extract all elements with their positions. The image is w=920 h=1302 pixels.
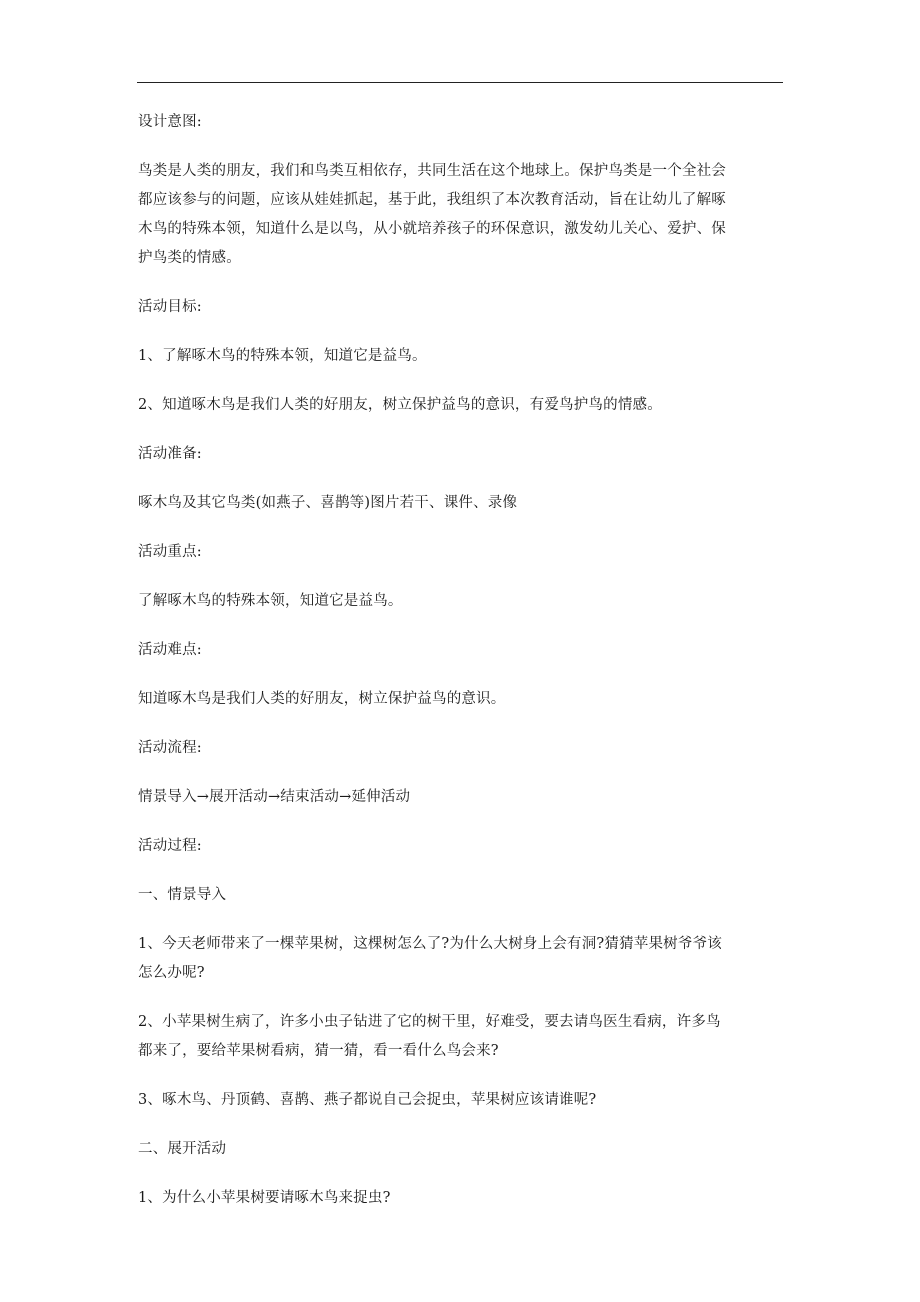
section-heading-intro: 一、情景导入	[138, 887, 227, 903]
goals-heading: 活动目标:	[138, 299, 202, 315]
document-body	[138, 108, 786, 1213]
intro-item-3: 3、啄木鸟、丹顶鹤、喜鹊、燕子都说自己会捉虫，苹果树应该请谁呢?	[138, 1092, 597, 1108]
intro-item-2: 2、小苹果树生病了，许多小虫子钻进了它的树干里，好难受，要去请鸟医生看病，许多鸟 都来了，要给苹果树看病，猜一猜，看一看什么鸟会来?	[138, 1014, 721, 1059]
section-heading-activity: 二、展开活动	[138, 1141, 227, 1157]
design-intent-heading: 设计意图:	[138, 114, 202, 130]
process-heading: 活动过程:	[138, 838, 202, 854]
focus-heading: 活动重点:	[138, 544, 202, 560]
preparation-text: 啄木鸟及其它鸟类(如燕子、喜鹊等)图片若干、课件、录像	[138, 495, 518, 511]
difficulty-text: 知道啄木鸟是我们人类的好朋友，树立保护益鸟的意识。	[138, 691, 506, 707]
goal-item-2: 2、知道啄木鸟是我们人类的好朋友，树立保护益鸟的意识，有爱鸟护鸟的情感。	[138, 397, 662, 413]
activity-item-1: 1、为什么小苹果树要请啄木鸟来捉虫?	[138, 1190, 391, 1206]
difficulty-heading: 活动难点:	[138, 642, 202, 658]
goal-item-1: 1、了解啄木鸟的特殊本领，知道它是益鸟。	[138, 348, 427, 364]
design-intent-paragraph: 鸟类是人类的朋友，我们和鸟类互相依存，共同生活在这个地球上。保护鸟类是一个全社会 都应该参与的问题，应该从娃娃抓起，基于此，我组织了本次教育活动，旨在让幼儿了解啄 木鸟的特殊本领，知道什么是以鸟，从小就培养孩子的环保意识，激发幼儿关心、爱护、保 护鸟类的情感。	[138, 163, 726, 266]
header-rule	[137, 82, 783, 83]
intro-item-1: 1、今天老师带来了一棵苹果树，这棵树怎么了?为什么大树身上会有洞?猜猜苹果树爷爷该 怎么办呢?	[138, 936, 722, 981]
flow-text: 情景导入→展开活动→结束活动→延伸活动	[138, 789, 411, 805]
focus-text: 了解啄木鸟的特殊本领，知道它是益鸟。	[138, 593, 403, 609]
flow-heading: 活动流程:	[138, 740, 202, 756]
preparation-heading: 活动准备:	[138, 446, 202, 462]
